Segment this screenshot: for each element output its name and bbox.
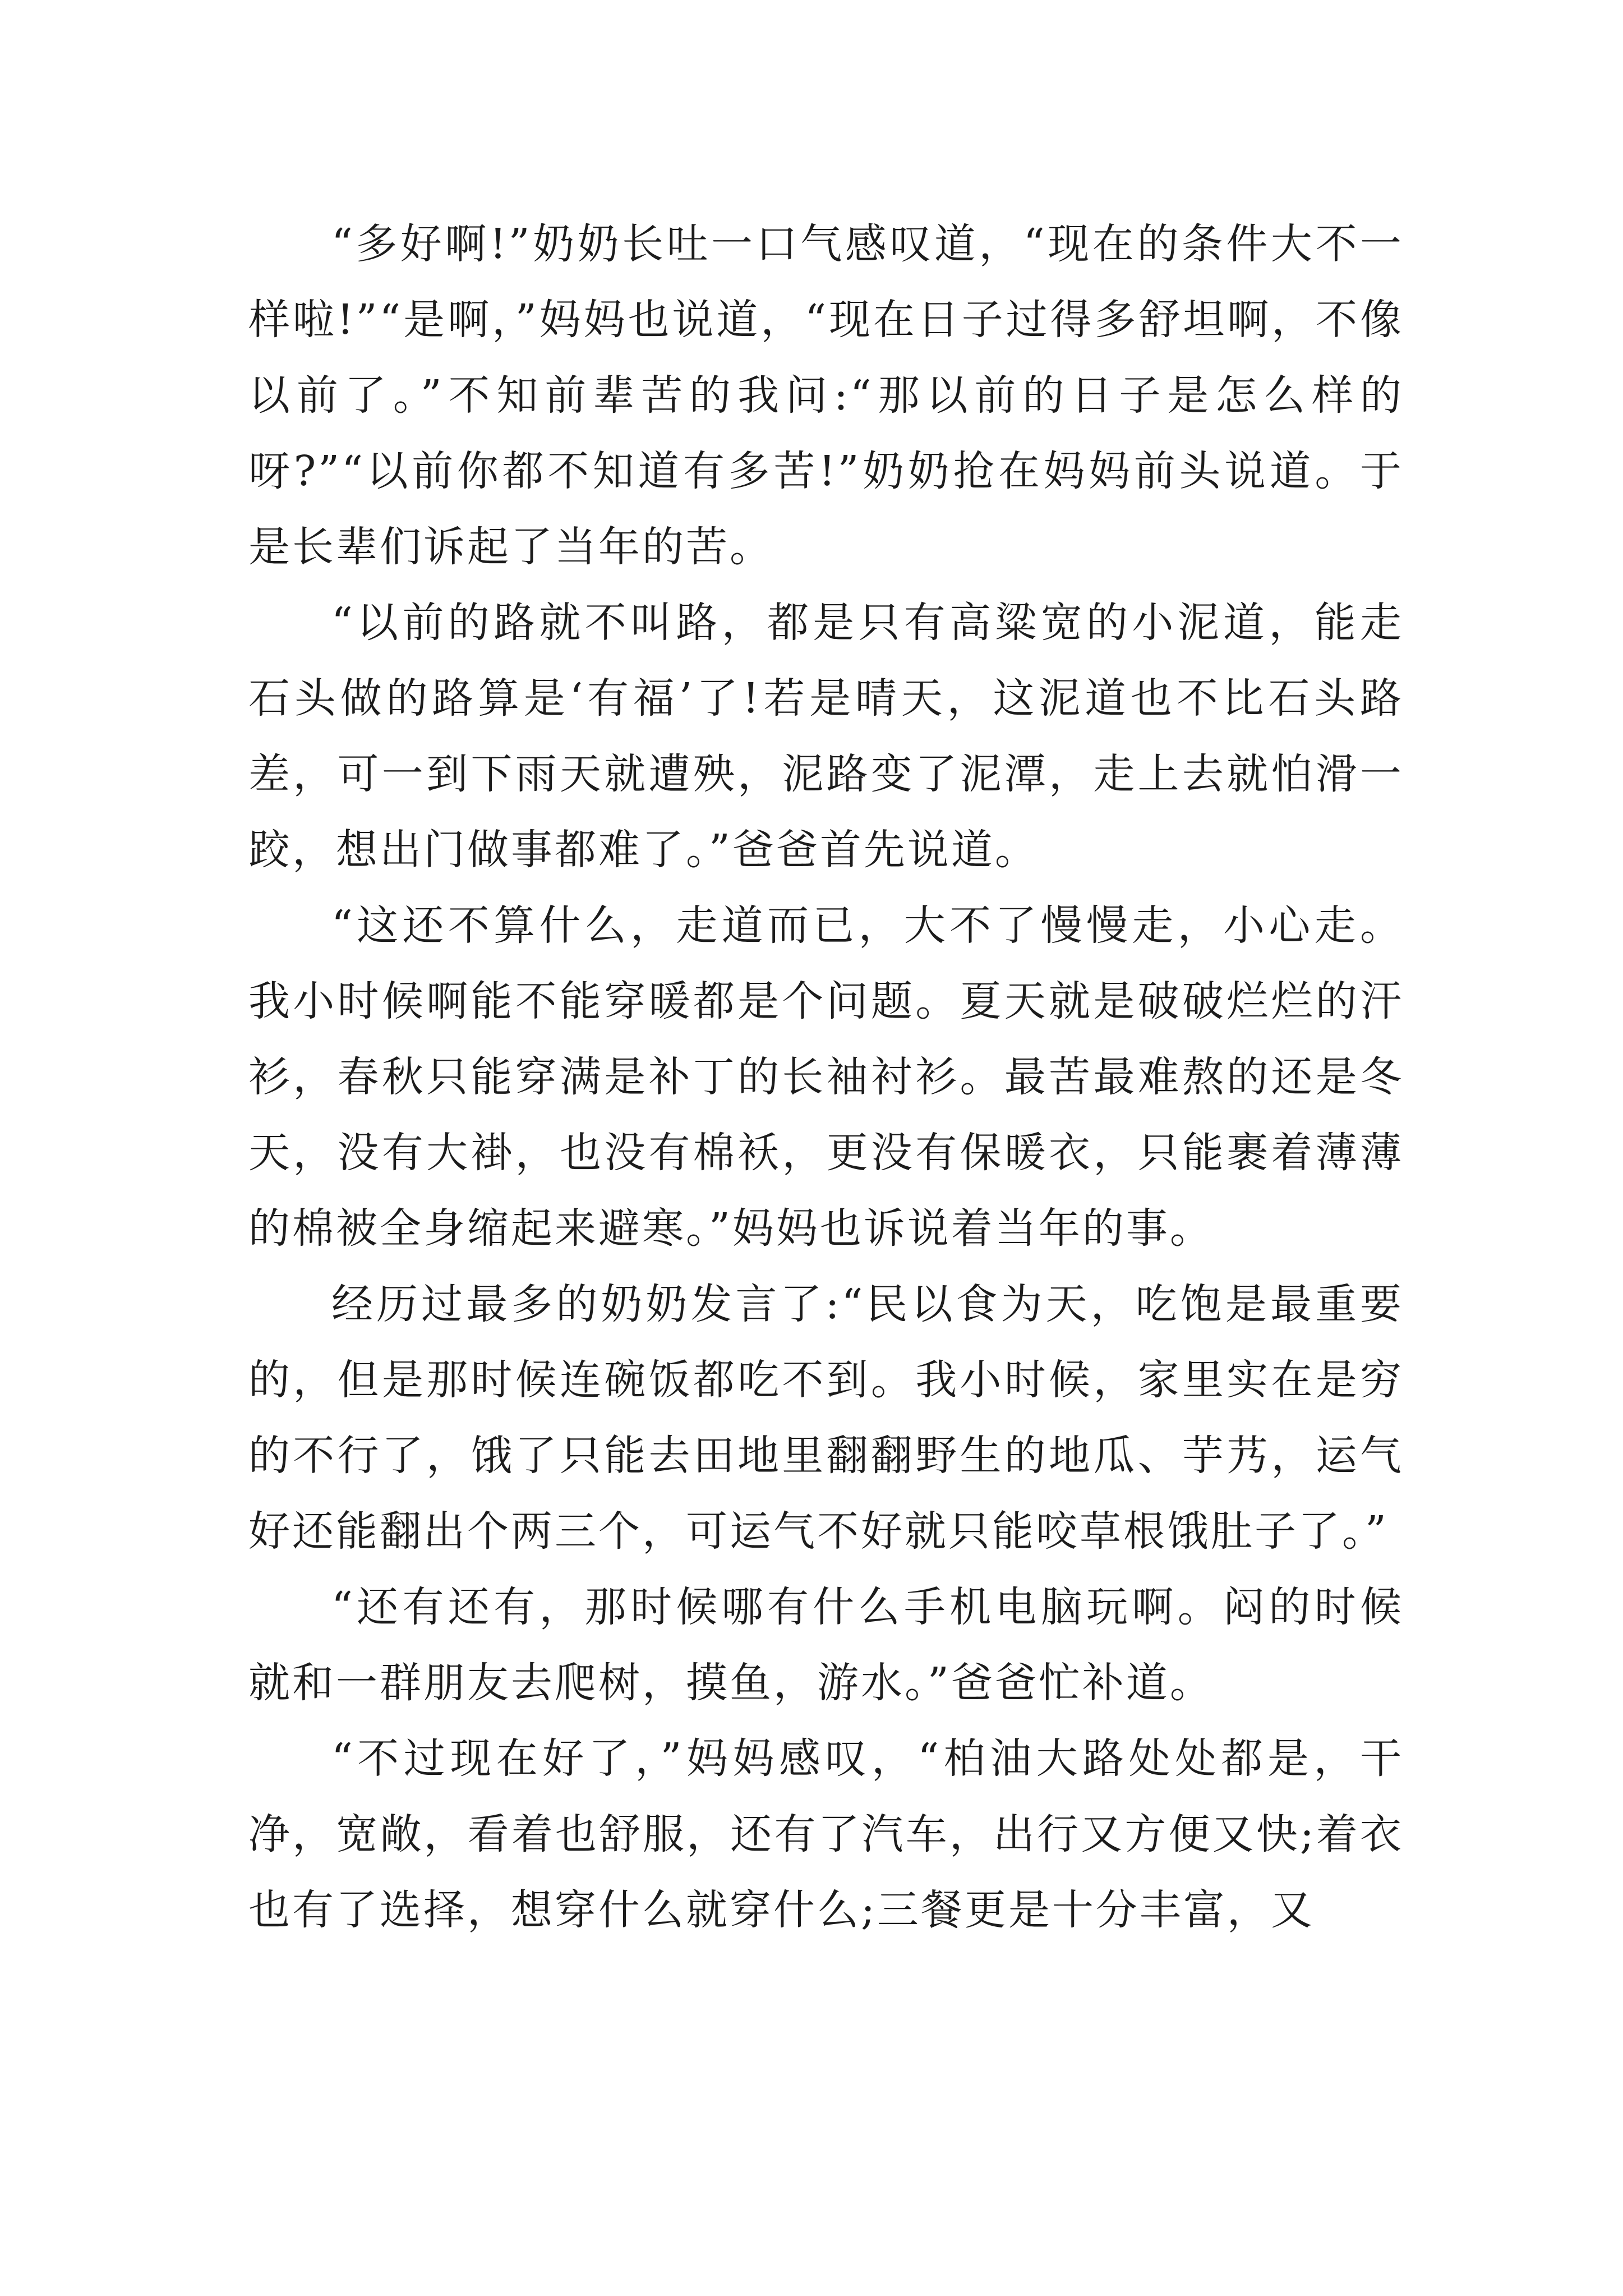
paragraph-4: 经历过最多的奶奶发言了:“民以食为天，吃饱是最重要的，但是那时候连碗饭都吃不到。我小时候，家里实在是穷的不行了，饿了只能去田地里翻翻野生的地瓜、芋艿，运气好还能翻出个两三个，可运气不好就只能咬草根饿肚子了。”	[248, 1280, 1404, 1556]
paragraph-3: “这还不算什么，走道而已，大不了慢慢走，小心走。我小时候啊能不能穿暖都是个问题。夏天就是破破烂烂的汗衫，春秋只能穿满是补丁的长袖衬衫。最苦最难熬的还是冬天，没有大褂，也没有棉袄，更没有保暖衣，只能裹着薄薄的棉被全身缩起来避寒。”妈妈也诉说着当年的事。	[248, 901, 1404, 1253]
paragraph-2: “以前的路就不叫路，都是只有高粱宽的小泥道，能走石头做的路算是‘有福’了!若是晴天，这泥道也不比石头路差，可一到下雨天就遭殃，泥路变了泥潭，走上去就怕滑一跤，想出门做事都难了。”爸爸首先说道。	[248, 599, 1404, 874]
document-body	[248, 206, 1404, 1948]
paragraph-6: “不过现在好了，”妈妈感叹，“柏油大路处处都是，干净，宽敞，看着也舒服，还有了汽车，出行又方便又快;着衣也有了选择，想穿什么就穿什么;三餐更是十分丰富，又	[248, 1734, 1404, 1934]
paragraph-1: “多好啊!”奶奶长吐一口气感叹道，“现在的条件大不一样啦!”“是啊，”妈妈也说道，“现在日子过得多舒坦啊，不像以前了。”不知前辈苦的我问:“那以前的日子是怎么样的呀?”“以前你都不知道有多苦!”奶奶抢在妈妈前头说道。于是长辈们诉起了当年的苦。	[248, 220, 1404, 571]
paragraph-5: “还有还有，那时候哪有什么手机电脑玩啊。闷的时候就和一群朋友去爬树，摸鱼，游水。”爸爸忙补道。	[248, 1583, 1404, 1707]
